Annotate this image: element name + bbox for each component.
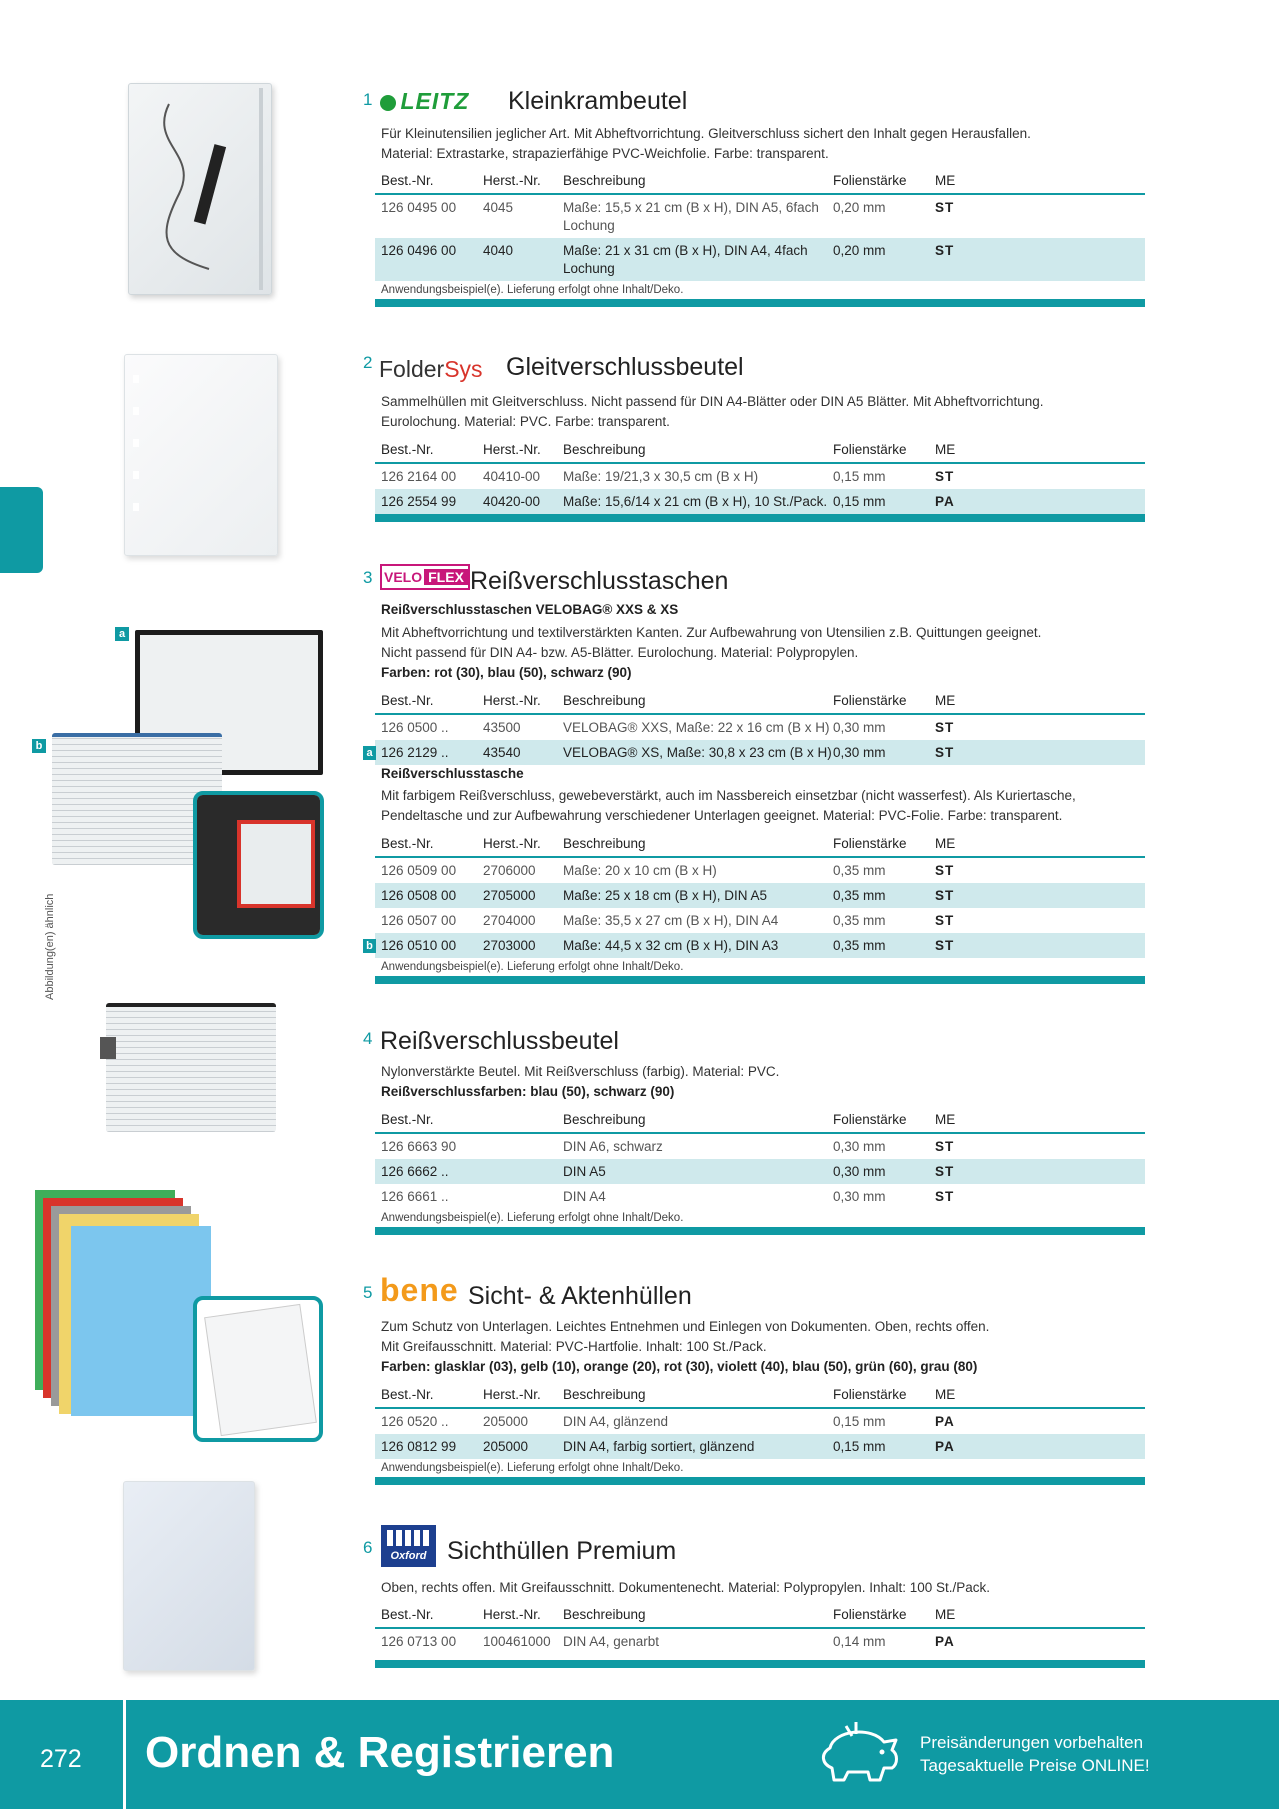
- section-description: Oben, rechts offen. Mit Greifausschnitt. Dokumentenecht. Material: Polypropylen. Inhalt: 100 St./Pack.: [381, 1580, 991, 1595]
- brand-label: LEITZ: [400, 88, 470, 114]
- section-number: 5: [363, 1283, 373, 1302]
- price-note: Preisänderungen vorbehalten Tagesaktuelle Preise ONLINE!: [920, 1733, 1150, 1775]
- product-table: [366, 831, 1145, 984]
- table-header: Best.-Nr. Herst.-Nr. Beschreibung Folienstärke ME: [375, 1602, 1145, 1629]
- section-description: Mit farbigem Reißverschluss, gewebeverstärkt, auch im Nassbereich einsetzbar (nicht wasserfest). Als Kuriertasche, Pendeltasche und zur Aufbewahrung verschiedener Unterlagen geeignet. Material: PVC-Folie. Farbe: transparent.: [381, 788, 1076, 823]
- section-title: Sicht- & Aktenhüllen: [468, 1282, 692, 1310]
- veloflex-logo: VELO FLEX: [380, 564, 470, 590]
- section-description: Sammelhüllen mit Gleitverschluss. Nicht passend für DIN A4-Blätter oder DIN A5 Blätter. Mit Abheftvorrichtung. Eurolochung. Material: PVC. Farbe: transparent.: [381, 394, 1044, 429]
- product-image-zip-bag: [106, 1003, 276, 1132]
- inset-binder-photo: [193, 791, 324, 939]
- table-row: a 126 2129 .. 43540 VELOBAG® XS, Maße: 30,8 x 23 cm (B x H) 0,30 mm ST: [375, 740, 1145, 765]
- image-label-b: b: [32, 739, 46, 753]
- table-row: 126 6662 .. DIN A5 0,30 mm ST: [375, 1159, 1145, 1184]
- chapter-tab: [0, 487, 43, 573]
- section-number: 4: [363, 1029, 373, 1048]
- section-description: Zum Schutz von Unterlagen. Leichtes Entnehmen und Einlegen von Dokumenten. Oben, rechts offen. Mit Greifausschnitt. Material: PVC-Hartfolie. Inhalt: 100 St./Pack. Farben: glasklar (03), gelb (10), orange (20), rot (30), violett (40), blau (50), grün (60), grau (80): [381, 1319, 990, 1374]
- subsection-title: Reißverschlusstaschen VELOBAG® XXS & XS: [381, 602, 679, 617]
- row-marker-a: a: [363, 746, 376, 760]
- table-header: Best.-Nr. Herst.-Nr. Beschreibung Folienstärke ME: [375, 831, 1145, 858]
- table-row: 126 0495 00 4045 Maße: 15,5 x 21 cm (B x H), DIN A5, 6fach Lochung 0,20 mm ST: [381, 200, 955, 233]
- image-note: Abbildung(en) ähnlich: [44, 893, 56, 1000]
- section-bar: [375, 299, 1145, 307]
- table-header: Best.-Nr. Herst.-Nr. Beschreibung Folienstärke ME: [375, 168, 1145, 195]
- table-row: 126 0520 .. 205000 DIN A4, glänzend 0,15 mm PA: [381, 1414, 955, 1429]
- table-row: 126 0812 99 205000 DIN A4, farbig sortiert, glänzend 0,15 mm PA: [375, 1434, 1145, 1459]
- section-number: 2: [363, 353, 373, 372]
- section-bar: [375, 976, 1145, 984]
- section-number: 6: [363, 1538, 373, 1557]
- table-row: 126 6663 90 DIN A6, schwarz 0,30 mm ST: [381, 1139, 955, 1154]
- foldersys-logo: FolderSys: [379, 356, 483, 382]
- section-bar: [375, 1227, 1145, 1235]
- table-row: 126 6661 .. DIN A4 0,30 mm ST: [381, 1189, 955, 1204]
- table-row: 126 0509 00 2706000 Maße: 20 x 10 cm (B x H) 0,35 mm ST: [381, 863, 955, 878]
- row-marker-b: b: [363, 939, 376, 953]
- oxford-logo: Oxford: [381, 1525, 436, 1567]
- image-label-a: a: [115, 627, 129, 641]
- product-table: [375, 1107, 1145, 1235]
- table-header: Best.-Nr. Herst.-Nr. Beschreibung Folienstärke ME: [375, 688, 1145, 715]
- table-row: 126 2554 99 40420-00 Maße: 15,6/14 x 21 cm (B x H), 10 St./Pack. 0,15 mm PA: [375, 489, 1145, 514]
- inset-document-photo: [193, 1296, 323, 1442]
- product-table: [375, 1602, 1145, 1668]
- table-row: 126 0496 00 4040 Maße: 21 x 31 cm (B x H), DIN A4, 4fach Lochung 0,20 mm ST: [375, 238, 1145, 281]
- section-number: 3: [363, 568, 373, 587]
- table-row: 126 0713 00 100461000 DIN A4, genarbt 0,14 mm PA: [381, 1634, 955, 1649]
- product-table: [375, 437, 1145, 522]
- section-bar: [375, 514, 1145, 522]
- chapter-title: Ordnen & Registrieren: [145, 1728, 615, 1777]
- product-image-colored-folders: [35, 1190, 215, 1420]
- product-image-leitz-pouch: [128, 83, 272, 295]
- section-title: Reißverschlusstaschen: [470, 567, 729, 595]
- section-title: Sichthüllen Premium: [447, 1537, 677, 1565]
- section-number: 1: [363, 90, 373, 109]
- bene-logo: bene: [380, 1272, 459, 1308]
- section-bar: [375, 1477, 1145, 1485]
- footer-divider: [123, 1700, 126, 1809]
- product-table: [375, 1382, 1145, 1485]
- table-header: Best.-Nr. Herst.-Nr. Beschreibung Folienstärke ME: [375, 1382, 1145, 1409]
- section-title: Reißverschlussbeutel: [380, 1027, 619, 1055]
- table-row: 126 0500 .. 43500 VELOBAG® XXS, Maße: 22 x 16 cm (B x H) 0,30 mm ST: [381, 720, 955, 735]
- table-header: Best.-Nr. Beschreibung Folienstärke ME: [375, 1107, 1145, 1134]
- section-title: Gleitverschlussbeutel: [506, 353, 744, 381]
- footnote: Anwendungsbeispiel(e). Lieferung erfolgt ohne Inhalt/Deko.: [381, 1462, 684, 1474]
- piggy-bank-icon: [812, 1718, 904, 1788]
- footnote: Anwendungsbeispiel(e). Lieferung erfolgt ohne Inhalt/Deko.: [381, 1212, 684, 1224]
- subsection-title: Reißverschlusstasche: [381, 766, 524, 781]
- table-row: 126 0508 00 2705000 Maße: 25 x 18 cm (B x H), DIN A5 0,35 mm ST: [375, 883, 1145, 908]
- section-title: Kleinkrambeutel: [508, 87, 688, 115]
- table-row: 126 2164 00 40410-00 Maße: 19/21,3 x 30,5 cm (B x H) 0,15 mm ST: [381, 469, 955, 484]
- section-bar: [375, 1660, 1145, 1668]
- footnote: Anwendungsbeispiel(e). Lieferung erfolgt ohne Inhalt/Deko.: [381, 961, 684, 973]
- product-table: [375, 168, 1145, 307]
- cable-illustration: [129, 84, 269, 284]
- product-table: [366, 688, 1145, 765]
- leitz-logo: [380, 88, 469, 115]
- section-description: Nylonverstärkte Beutel. Mit Reißverschluss (farbig). Material: PVC. Reißverschlussfarben: blau (50), schwarz (90): [381, 1064, 780, 1099]
- table-row: 126 0507 00 2704000 Maße: 35,5 x 27 cm (B x H), DIN A4 0,35 mm ST: [381, 913, 955, 928]
- product-image-oxford-sleeve: [123, 1481, 255, 1671]
- page-number: 272: [40, 1745, 82, 1773]
- product-image-foldersys-sleeve: [124, 354, 278, 556]
- section-description: Für Kleinutensilien jeglicher Art. Mit Abheftvorrichtung. Gleitverschluss sichert den Inhalt gegen Herausfallen. Material: Extrastarke, strapazierfähige PVC-Weichfolie. Farbe: transparent.: [381, 126, 1031, 161]
- section-description: Mit Abheftvorrichtung und textilverstärkten Kanten. Zur Aufbewahrung von Utensilien z.B. Quittungen geeignet. Nicht passend für DIN A4- bzw. A5-Blätter. Eurolochung. Material: Polypropylen. Farben: rot (30), blau (50), schwarz (90): [381, 625, 1042, 680]
- table-header: Best.-Nr. Herst.-Nr. Beschreibung Folienstärke ME: [375, 437, 1145, 464]
- footnote: Anwendungsbeispiel(e). Lieferung erfolgt ohne Inhalt/Deko.: [381, 284, 684, 296]
- table-row: b 126 0510 00 2703000 Maße: 44,5 x 32 cm (B x H), DIN A3 0,35 mm ST: [375, 933, 1145, 958]
